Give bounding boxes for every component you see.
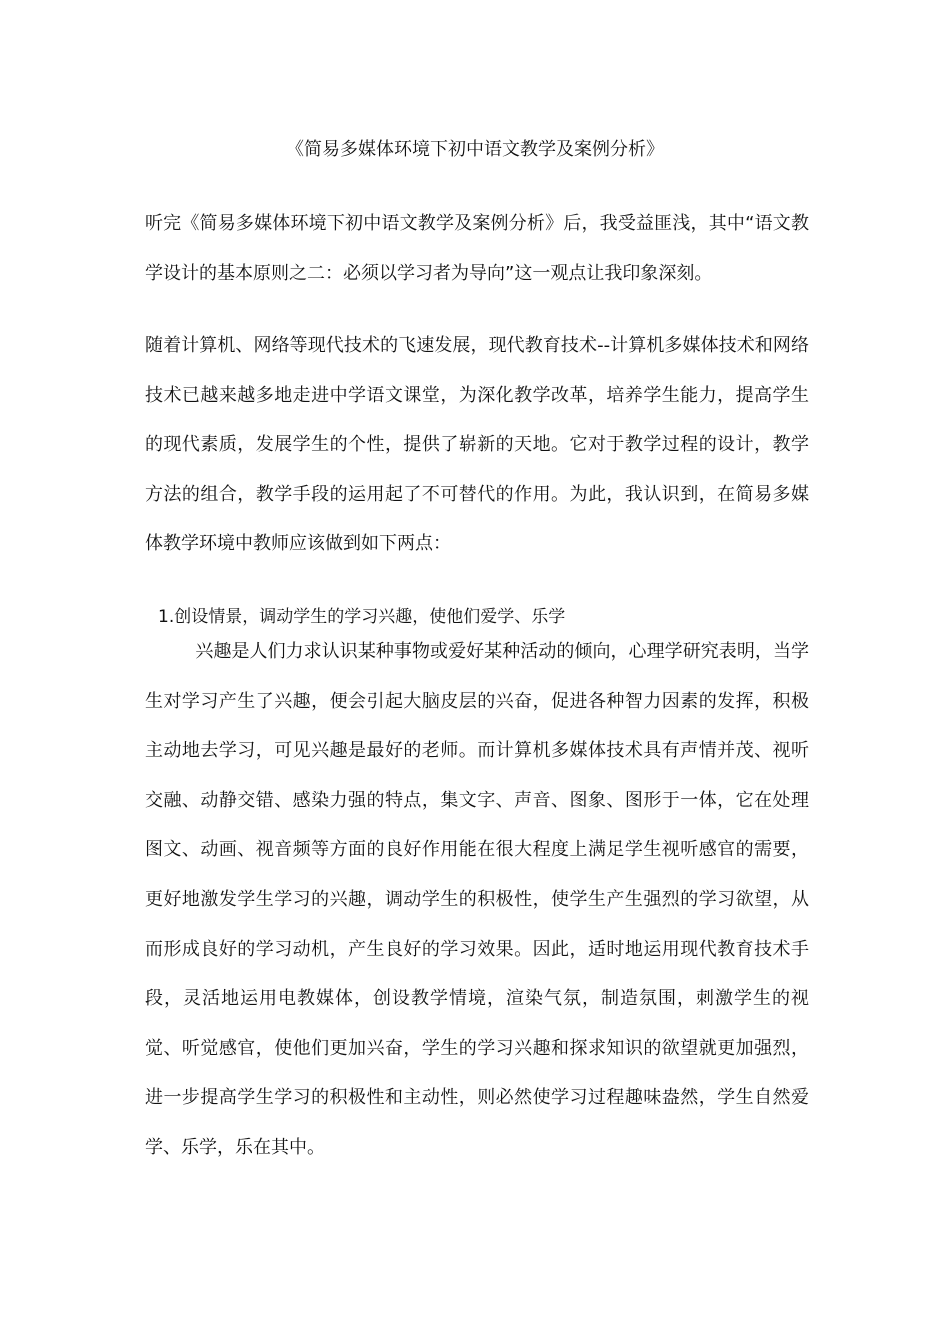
- background-paragraph: 随着计算机、网络等现代技术的飞速发展，现代教育技术--计算机多媒体技术和网络技术已越来越多地走进中学语文课堂，为深化教学改革，培养学生能力，提高学生的现代素质，发展学生的个性，提供了崭新的天地。它对于教学过程的设计，教学方法的组合，教学手段的运用起了不可替代的作用。为此，我认识到，在简易多媒体教学环境中教师应该做到如下两点：: [145, 335, 809, 555]
- intro-paragraph: 听完《简易多媒体环境下初中语文教学及案例分析》后，我受益匪浅，其中“语文教学设计的基本原则之二：必须以学习者为导向”这一观点让我印象深刻。: [145, 213, 809, 284]
- document-title: 《简易多媒体环境下初中语文教学及案例分析》: [286, 139, 664, 160]
- section-paragraph: 兴趣是人们力求认识某种事物或爱好某种活动的倾向，心理学研究表明，当学生对学习产生了兴趣，便会引起大脑皮层的兴奋，促进各种智力因素的发挥，积极主动地去学习，可见兴趣是最好的老师。而计算机多媒体技术具有声情并茂、视听交融、动静交错、感染力强的特点，集文字、声音、图象、图形于一体，它在处理图文、动画、视音频等方面的良好作用能在很大程度上满足学生视听感官的需要，更好地激发学生学习的兴趣，调动学生的积极性，使学生产生强烈的学习欲望，从而形成良好的学习动机，产生良好的学习效果。因此，适时地运用现代教育技术手段，灵活地运用电教媒体，创设教学情境，渲染气氛，制造氛围，刺激学生的视觉、听觉感官，使他们更加兴奋，学生的学习兴趣和探求知识的欲望就更加强烈，进一步提高学生学习的积极性和主动性，则必然使学习过程趣味盎然，学生自然爱学、乐学，乐在其中。: [145, 641, 809, 1158]
- section-heading: 1.创设情景，调动学生的学习兴趣，使他们爱学、乐学: [158, 607, 566, 627]
